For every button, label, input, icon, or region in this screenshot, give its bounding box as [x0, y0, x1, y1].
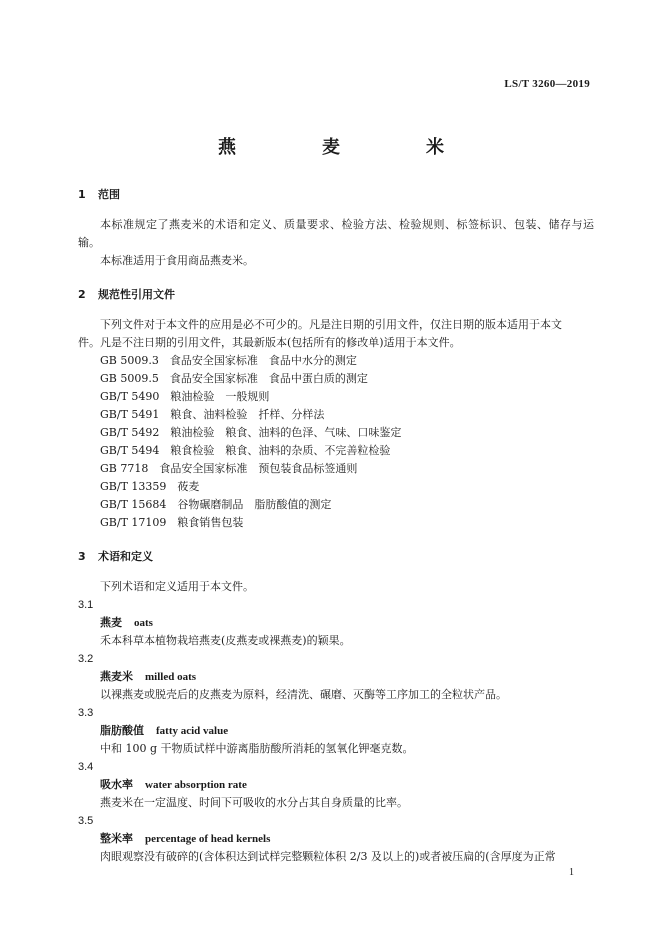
reference-item: GB/T 5494 粮食检验 粮食、油料的杂质、不完善粒检验	[100, 444, 391, 457]
term-number: 3.4	[78, 761, 94, 773]
term-name: 吸水率 water absorption rate	[100, 778, 247, 791]
reference-item: GB 5009.3 食品安全国家标准 食品中水分的测定	[100, 354, 357, 367]
term-name: 燕麦 oats	[100, 616, 153, 629]
term-number: 3.3	[78, 707, 94, 719]
paragraph: 本标准适用于食用商品燕麦米。	[100, 254, 254, 267]
document-body	[78, 186, 594, 866]
term-name: 脂肪酸值 fatty acid value	[100, 724, 229, 737]
reference-item: GB/T 15684 谷物碾磨制品 脂肪酸值的测定	[100, 498, 332, 511]
reference-item: GB/T 5492 粮油检验 粮食、油料的色泽、气味、口味鉴定	[100, 426, 402, 439]
term-definition: 以裸燕麦或脱壳后的皮燕麦为原料，经清洗、碾磨、灭酶等工序加工的全粒状产品。	[100, 688, 507, 701]
reference-item: GB/T 13359 莜麦	[100, 480, 200, 493]
standard-code: LS/T 3260—2019	[504, 78, 590, 90]
term-number: 3.5	[78, 815, 94, 827]
term-definition: 燕麦米在一定温度、时间下可吸收的水分占其自身质量的比率。	[100, 796, 408, 809]
paragraph: 下列文件对于本文件的应用是必不可少的。凡是注日期的引用文件，仅注日期的版本适用于本文	[100, 318, 562, 331]
section-heading-terms-definitions: 3 术语和定义	[78, 550, 153, 563]
page-number: 1	[569, 867, 574, 878]
reference-item: GB 5009.5 食品安全国家标准 食品中蛋白质的测定	[100, 372, 368, 385]
term-definition: 中和 100 g 干物质试样中游离脂肪酸所消耗的氢氧化钾毫克数。	[100, 742, 414, 755]
reference-item: GB 7718 食品安全国家标准 预包装食品标签通则	[100, 462, 358, 475]
section-heading-normative-references: 2 规范性引用文件	[78, 288, 175, 301]
paragraph: 件。凡是不注日期的引用文件，其最新版本(包括所有的修改单)适用于本文件。	[78, 336, 461, 349]
reference-item: GB/T 5491 粮食、油料检验 扦样、分样法	[100, 408, 325, 421]
section-heading-scope: 1 范围	[78, 188, 120, 201]
term-name: 燕麦米 milled oats	[100, 670, 197, 683]
document-title: 燕 麦 米	[218, 137, 478, 158]
term-definition: 肉眼观察没有破碎的(含体积达到试样完整颗粒体积 2/3 及以上的)或者被压扁的(含厚度为正常	[100, 850, 556, 863]
term-name: 整米率 percentage of head kernels	[100, 832, 271, 845]
paragraph: 下列术语和定义适用于本文件。	[100, 580, 254, 593]
term-definition: 禾本科草本植物栽培燕麦(皮燕麦或裸燕麦)的颖果。	[100, 634, 351, 647]
paragraph: 本标准规定了燕麦米的术语和定义、质量要求、检验方法、检验规则、标签标识、包装、储存与运输。	[78, 218, 594, 249]
reference-item: GB/T 5490 粮油检验 一般规则	[100, 390, 270, 403]
reference-item: GB/T 17109 粮食销售包装	[100, 516, 244, 529]
term-number: 3.2	[78, 653, 94, 665]
term-number: 3.1	[78, 599, 94, 611]
